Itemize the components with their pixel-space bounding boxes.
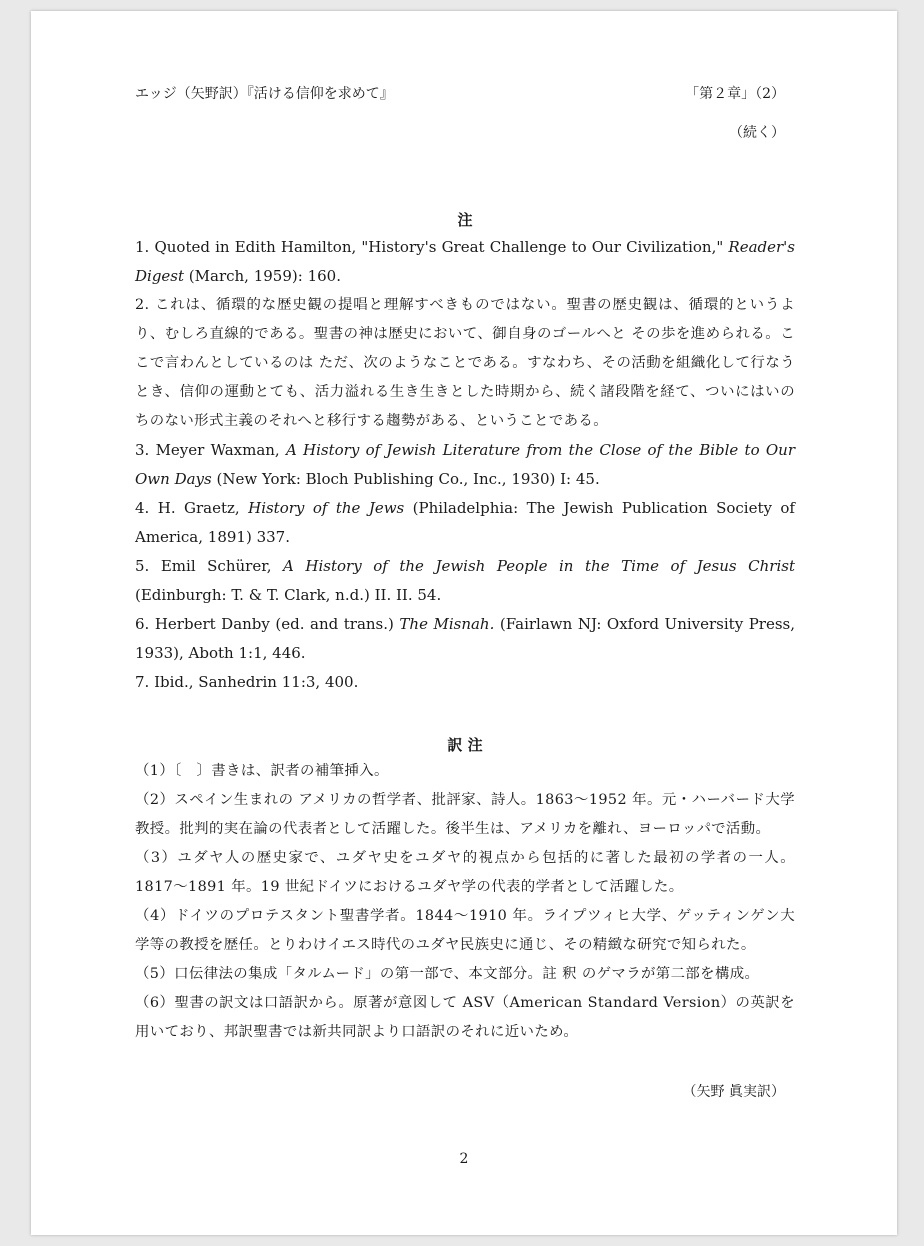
running-header-title: エッジ（矢野訳）『活ける信仰を求めて』 [135, 86, 394, 102]
note-item: 4. H. Graetz, History of the Jews (Philadelphia: The Jewish Publication Society of America, 1891) 337. [135, 499, 795, 546]
translator-note-item: （5）口伝律法の集成「タルムード」の第一部で、本文部分。註 釈 のゲマラが第二部を構成。 [135, 966, 760, 982]
note-item: 2. これは、循環的な歴史観の提唱と理解すべきものではない。聖書の歴史観は、循環的というより、むしろ直線的である。聖書の神は歴史において、御自身のゴールへと その歩を進められる。ここで言わんとしているのは ただ、次のようなことである。すなわち、その活動を組織化して行なうとき、信仰の運動とても、活力溢れる生き生きとした時期から、続く諸段階を経て、ついにはいのちのない形式主義のそれへと移行する趨勢がある、ということである。 [135, 297, 795, 429]
translator-notes-list [135, 757, 795, 1047]
translator-note-item: （2）スペイン生まれの アメリカの哲学者、批評家、詩人。1863〜1952 年。元・ハーバード大学教授。批判的実在論の代表者として活躍した。後半生は、アメリカを離れ、ヨーロッパで活動。 [135, 792, 795, 837]
continued-marker: （続く） [729, 125, 785, 141]
note-item: 5. Emil Schürer, A History of the Jewish People in the Time of Jesus Christ (Edinburgh: T. & T. Clark, n.d.) II. II. 54. [135, 557, 795, 604]
page-number: 2 [459, 1151, 469, 1167]
note-item: 3. Meyer Waxman, A History of Jewish Literature from the Close of the Bible to Our Own Days (New York: Bloch Publishing Co., Inc., 1930) I: 45. [135, 441, 795, 488]
translator-notes-heading: 訳 注 [447, 736, 483, 754]
translator-note-item: （1）〔 〕書きは、訳者の補筆挿入。 [135, 763, 389, 779]
document-page [31, 11, 897, 1235]
translator-note-item: （6）聖書の訳文は口語訳から。原著が意図して ASV（American Standard Version）の英訳を用いており、邦訳聖書では新共同訳より口語訳のそれに近いため。 [135, 995, 795, 1040]
note-item: 6. Herbert Danby (ed. and trans.) The Misnah. (Fairlawn NJ: Oxford University Press, 1933), Aboth 1:1, 446. [135, 615, 796, 662]
running-header-chapter: 「第２章」（2） [685, 86, 785, 102]
translator-note-item: （4）ドイツのプロテスタント聖書学者。1844〜1910 年。ライプツィヒ大学、ゲッティンゲン大学等の教授を歴任。とりわけイエス時代のユダヤ民族史に通じ、その精緻な研究で知られた。 [135, 908, 795, 953]
translator-signature: （矢野 眞実訳） [682, 1084, 785, 1100]
notes-list [135, 233, 795, 697]
note-item: 7. Ibid., Sanhedrin 11:3, 400. [135, 673, 359, 691]
note-item: 1. Quoted in Edith Hamilton, "History's Great Challenge to Our Civilization," Reader's Digest (March, 1959): 160. [135, 238, 795, 285]
notes-heading: 注 [457, 211, 473, 229]
translator-note-item: （3）ユダヤ人の歴史家で、ユダヤ史をユダヤ的視点から包括的に著した最初の学者の一人。1817〜1891 年。19 世紀ドイツにおけるユダヤ学の代表的学者として活躍した。 [135, 850, 795, 895]
